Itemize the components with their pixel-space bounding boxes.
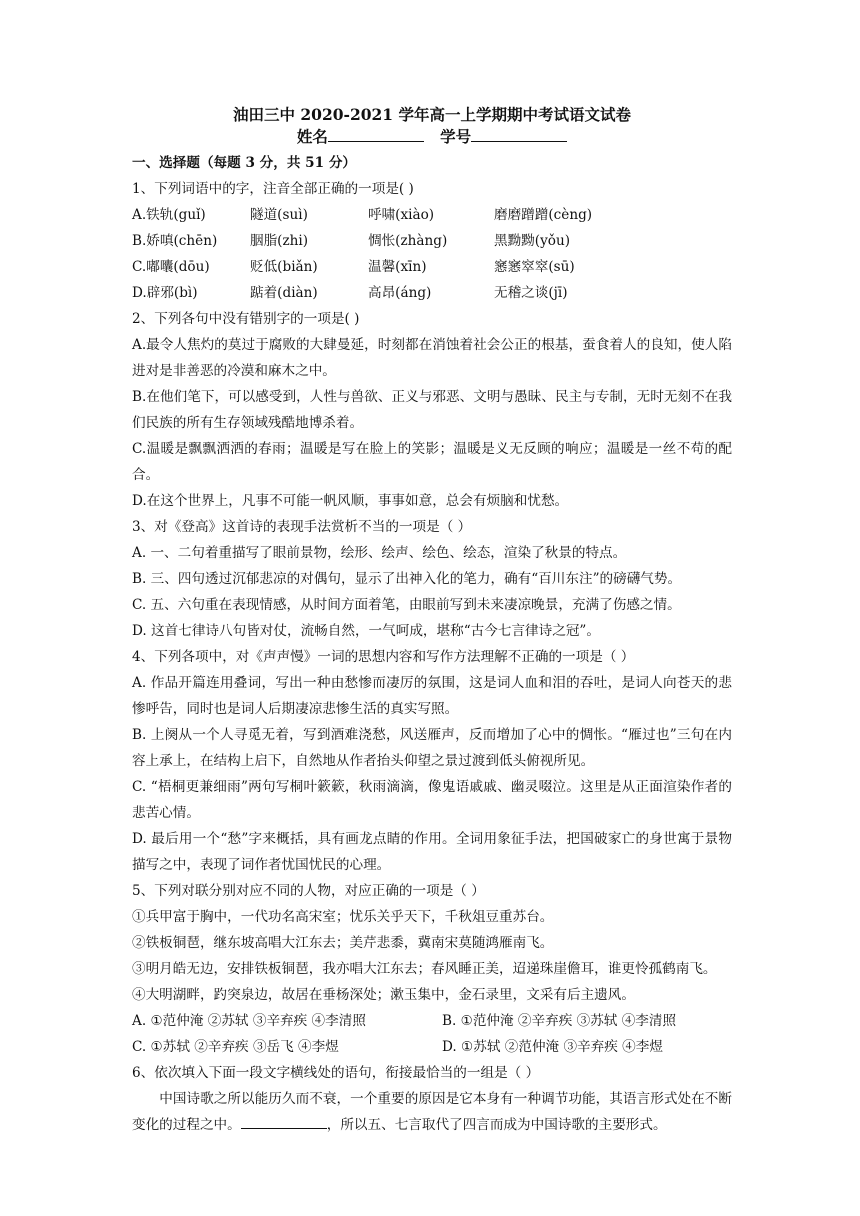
student-info-line <box>132 126 732 148</box>
option-b: B. ①范仲淹 ②辛弃疾 ③苏轼 ④李清照 <box>442 1013 677 1029</box>
option-row-d <box>132 280 732 306</box>
option-b: B. 上阕从一个人寻觅无着，写到酒难浇愁，风送雁声，反而增加了心中的惆怅。“雁过也”三句在内容上承上，在结构上启下，自然地从作者抬头仰望之景过渡到低头俯视所见。 <box>132 727 732 769</box>
question-stem: 6、依次填入下面一段文字横线处的语句，衔接最恰当的一组是（ ） <box>132 1065 540 1081</box>
option-a: A. 作品开篇连用叠词，写出一种由愁惨而凄厉的氛围，这是词人血和泪的吞吐，是词人向苍天的悲惨呼告，同时也是词人后期凄凉悲惨生活的真实写照。 <box>132 675 732 717</box>
question-stem: 3、对《登高》这首诗的表现手法赏析不当的一项是（ ） <box>132 519 472 535</box>
question-1 <box>132 176 732 306</box>
name-label: 姓名 <box>296 127 328 146</box>
passage-before: 中国诗歌之所以能历久而不衰，一个重要的原因是它本身有一种调节功能，其语言形式处在不断变化的过程之中。 <box>132 1091 732 1133</box>
option-cell: 磨磨蹭蹭(cèng) <box>494 207 593 223</box>
name-blank[interactable] <box>328 127 424 142</box>
option-cell: 无稽之谈(jī) <box>494 285 568 301</box>
option-cell: D.辟邪(bì) <box>132 285 198 301</box>
couplet-4: ④大明湖畔，趵突泉边，故居在垂杨深处；漱玉集中，金石录里，文采有后主遗风。 <box>132 987 635 1003</box>
option-cell: 胭脂(zhi) <box>250 233 309 249</box>
option-cell: 呼啸(xiào) <box>368 207 435 223</box>
option-a: A. 一、二句着重描写了眼前景物，绘形、绘声、绘色、绘态，渲染了秋景的特点。 <box>132 545 627 561</box>
option-cell: 隧道(suì) <box>250 207 308 223</box>
option-b: B. 三、四句透过沉郁悲凉的对偶句，显示了出神入化的笔力，确有“百川东注”的磅礴气势。 <box>132 571 682 587</box>
option-d: D. ①苏轼 ②范仲淹 ③辛弃疾 ④李煜 <box>442 1039 663 1055</box>
question-stem: 1、下列词语中的字，注音全部正确的一项是( ) <box>132 181 414 197</box>
couplet-1: ①兵甲富于胸中，一代功名高宋室；忧乐关乎天下，千秋俎豆重苏台。 <box>132 909 554 925</box>
passage <box>132 1086 732 1138</box>
option-cell: 高昂(áng) <box>368 285 432 301</box>
question-stem: 5、下列对联分别对应不同的人物，对应正确的一项是（ ） <box>132 883 485 899</box>
option-cell: 黑黝黝(yǒu) <box>494 233 571 249</box>
option-cell: 贬低(biǎn) <box>250 259 318 275</box>
option-cell: 温馨(xīn) <box>368 259 427 275</box>
option-row-b <box>132 228 732 254</box>
number-blank[interactable] <box>471 127 567 142</box>
option-cell: 惆怅(zhàng) <box>368 233 448 249</box>
option-row-c <box>132 254 732 280</box>
option-c: C.温暖是飘飘洒洒的春雨；温暖是写在脸上的笑影；温暖是义无反顾的响应；温暖是一丝不苟的配合。 <box>132 441 732 483</box>
option-cell: B.娇嗔(chēn) <box>132 233 218 249</box>
option-d: D.在这个世界上，凡事不可能一帆风顺，事事如意，总会有烦脑和忧愁。 <box>132 493 569 509</box>
option-d: D. 最后用一个“愁”字来概括，具有画龙点睛的作用。全词用象征手法，把国破家亡的身世寓于景物描写之中，表现了词作者忧国忧民的心理。 <box>132 831 732 873</box>
couplet-3: ③明月皓无边，安排铁板铜琶，我亦唱大江东去；春风睡正美，迢递珠崖儋耳，谁更怜孤鹤南飞。 <box>132 961 717 977</box>
section-heading: 一、选择题（每题 3 分，共 51 分） <box>132 155 357 171</box>
option-b: B.在他们笔下，可以感受到，人性与兽欲、正义与邪恶、文明与愚昧、民主与专制，无时无刻不在我们民族的所有生存领域残酷地博杀着。 <box>132 389 732 431</box>
option-c: C. ①苏轼 ②辛弃疾 ③岳飞 ④李煜 <box>132 1039 339 1055</box>
option-c: C. 五、六句重在表现情感，从时间方面着笔，由眼前写到未来凄凉晚景，充满了伤感之情。 <box>132 597 681 613</box>
option-cell: 踮着(diàn) <box>250 285 318 301</box>
number-label: 学号 <box>440 127 472 146</box>
question-stem: 2、下列各句中没有错别字的一项是( ) <box>132 311 360 327</box>
exam-content <box>132 104 732 1138</box>
exam-title: 油田三中 2020-2021 学年高一上学期期中考试语文试卷 <box>232 105 631 124</box>
option-row-ab <box>132 1008 732 1034</box>
passage-after: ，所以五、七言取代了四言而成为中国诗歌的主要形式。 <box>326 1117 667 1133</box>
option-cell: 窸窸窣窣(sū) <box>494 259 575 275</box>
question-6 <box>132 1060 732 1138</box>
question-5 <box>132 878 732 1060</box>
option-a: A.最令人焦灼的莫过于腐败的大肆曼延，时刻都在消蚀着社会公正的根基，蚕食着人的良知，使人陷进对是非善恶的冷漠和麻木之中。 <box>132 337 732 379</box>
option-row-a <box>132 202 732 228</box>
option-row-cd <box>132 1034 732 1060</box>
option-cell: C.嘟囔(dōu) <box>132 259 210 275</box>
question-2 <box>132 306 732 514</box>
fill-blank[interactable] <box>241 1116 327 1129</box>
option-a: A. ①范仲淹 ②苏轼 ③辛弃疾 ④李清照 <box>132 1013 366 1029</box>
option-cell: A.铁轨(guǐ) <box>132 207 206 223</box>
couplet-2: ②铁板铜琶，继东坡高唱大江东去；美芹悲黍，冀南宋莫随鸿雁南飞。 <box>132 935 554 951</box>
option-c: C. “梧桐更兼细雨”两句写桐叶簌簌，秋雨滴滴，像鬼语戚戚、幽灵啜泣。这里是从正面渲染作者的悲苦心情。 <box>132 779 732 821</box>
option-d: D. 这首七律诗八句皆对仗，流畅自然，一气呵成，堪称“古今七言律诗之冠”。 <box>132 623 600 639</box>
question-4 <box>132 644 732 878</box>
question-stem: 4、下列各项中，对《声声慢》一词的思想内容和写作方法理解不正确的一项是（ ） <box>132 649 635 665</box>
question-3 <box>132 514 732 644</box>
